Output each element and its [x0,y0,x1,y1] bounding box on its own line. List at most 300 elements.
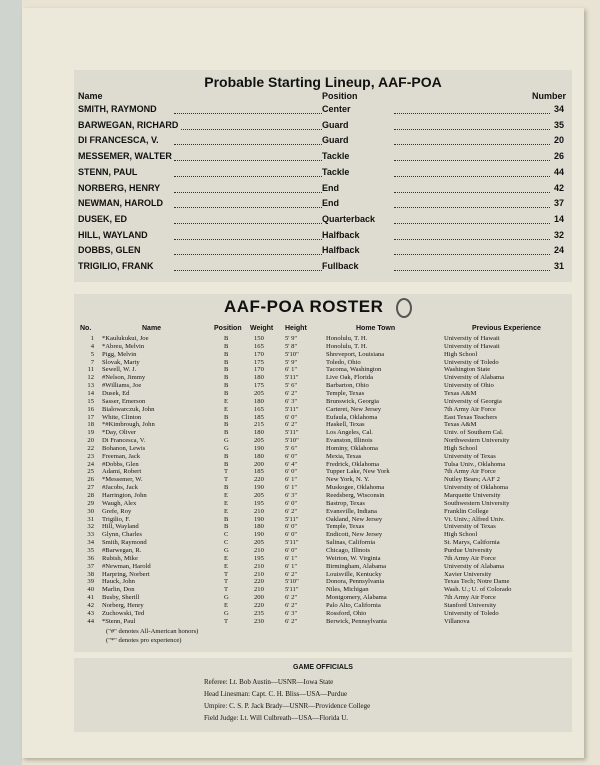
roster-number: 16 [87,405,94,413]
roster-position: T [224,468,229,476]
leader-dots [394,254,550,255]
roster-row [74,555,572,563]
roster-row [74,414,572,422]
lineup-player-position: Center [322,104,351,114]
roster-hometown: Evansville, Indiana [326,507,377,515]
roster-weight: 220 [254,476,264,484]
roster-number: 36 [87,554,94,562]
roster-height: 6' 0" [285,499,298,507]
lineup-player-position: End [322,198,339,209]
roster-experience: High School [444,444,478,452]
roster-row [74,586,572,594]
roster-header-experience: Previous Experience [472,325,541,332]
roster-row [74,437,572,445]
roster-number: 18 [87,421,94,429]
roster-name: Adami, Robert [102,468,142,476]
roster-position: E [224,405,229,413]
roster-number: 24 [87,460,94,468]
roster-row [74,547,572,555]
roster-name: Busby, Sherill [102,594,140,602]
leader-dots [174,144,322,145]
roster-position: T [224,570,229,578]
roster-height: 6' 0" [285,468,298,476]
roster-name: Harpring, Norbert [102,570,150,578]
leader-dots [394,239,550,240]
roster-experience: 7th Army Air Force [444,594,496,602]
roster-name: *Day, Oliver [102,429,136,437]
lineup-player-position: Guard [322,135,349,146]
roster-row [74,453,572,461]
roster-position: E [224,499,229,507]
roster-hometown: Donora, Pennsylvania [326,578,385,586]
roster-number: 25 [87,468,94,476]
leader-dots [174,254,322,255]
roster-hometown: Birmingham, Alabama [326,562,387,570]
roster-hometown: Honolulu, T. H. [326,342,368,350]
roster-row [74,563,572,571]
program-page [22,8,584,758]
roster-weight: 235 [254,609,264,617]
roster-row [74,366,572,374]
leader-dots [394,223,550,224]
roster-experience: Texas A&M [444,421,477,429]
leader-dots [174,270,322,271]
roster-number: 4 [90,342,94,350]
roster-name: Waugh, Alex [102,499,137,507]
roster-title: AAF-POA ROSTER [224,297,384,316]
roster-weight: 165 [254,405,264,413]
roster-row [74,390,572,398]
lineup-row [74,198,572,213]
roster-position: T [224,617,229,625]
roster-experience: University of Alabama [444,562,505,570]
lineup-player-name: NEWMAN, HAROLD [78,198,163,209]
roster-header-weight: Weight [250,325,274,332]
roster-hometown: Montgomery, Alabama [326,594,387,602]
roster-experience: High School [444,531,478,539]
roster-hometown: Barbarton, Ohio [326,382,369,390]
roster-weight: 195 [254,499,264,507]
roster-position: T [224,476,229,484]
roster-weight: 205 [254,437,264,445]
roster-number: 42 [87,601,94,609]
roster-hometown: Haskell, Texas [326,421,365,429]
lineup-header-number: Number [531,91,566,101]
roster-weight: 165 [254,342,264,350]
roster-position: B [224,389,229,397]
roster-hometown: Toledo, Ohio [326,358,361,366]
roster-experience: Franklin College [444,507,489,515]
roster-height: 6' 1" [285,484,298,492]
roster-height: 6' 1" [285,554,298,562]
roster-experience: St. Marys, California [444,539,500,547]
roster-position: B [224,413,229,421]
roster-number: 12 [87,374,94,382]
roster-experience: University of Georgia [444,397,502,405]
roster-height: 5' 8" [285,342,298,350]
game-officials-section [74,658,572,732]
roster-row [74,618,572,626]
roster-experience: 7th Army Air Force [444,468,496,476]
roster-experience: Stanford University [444,601,497,609]
roster-row [74,445,572,453]
lineup-player-position: End [322,182,339,193]
leader-dots [394,160,550,161]
roster-position: B [224,374,229,382]
roster-height: 5'10" [285,437,299,445]
roster-experience: Southwestern University [444,499,510,507]
roster-experience: Washington State [444,366,491,374]
roster-name: Harrington, John [102,492,147,499]
roster-experience: East Texas Teachers [444,413,498,421]
roster-row [74,594,572,602]
roster-experience: Wash. U.; U. of Colorado [444,586,512,594]
roster-height: 5'10" [285,578,299,586]
roster-header-name: Name [142,325,162,332]
official-head-linesman: Head Linesman: Capt. C. H. Bliss—USA—Purdue [204,690,348,698]
roster-row [74,508,572,516]
roster-name: Zuchowski, Ted [102,609,145,617]
roster-weight: 200 [254,594,264,602]
lineup-player-number: 35 [553,119,564,130]
roster-weight: 190 [254,531,264,539]
roster-hometown: Eufaula, Oklahoma [326,413,378,421]
roster-position: B [224,421,229,429]
roster-position: E [224,397,229,405]
roster-experience: Tulsa Univ., Oklahoma [444,460,506,468]
leader-dots [174,176,322,177]
roster-number: 34 [87,539,94,547]
roster-name: Hauck, John [102,578,135,586]
roster-weight: 205 [254,389,264,397]
roster-note-all-american: ("#" denotes All-American honors) [106,628,199,635]
roster-name: *Messemer, W. [102,476,143,484]
roster-weight: 185 [254,413,264,421]
roster-position: G [224,594,229,602]
roster-weight: 190 [254,444,264,452]
roster-experience: 7th Army Air Force [444,554,496,562]
official-referee: Referee: Lt. Bob Austin—USNR—Iowa State [204,678,334,686]
roster-number: 20 [87,437,94,445]
roster-experience: 7th Army Air Force [444,405,496,413]
roster-hometown: Rossford, Ohio [326,609,367,617]
leader-dots [174,192,322,193]
roster-height: 6' 2" [285,570,298,578]
roster-position: E [224,492,229,499]
roster-hometown: Temple, Texas [326,389,365,397]
roster-row [74,571,572,579]
roster-hometown: Honolulu, T. H. [326,335,368,342]
roster-name: Bialowarczuk, John [102,405,155,413]
lineup-row [74,135,572,150]
roster-experience: Vt. Univ.; Alfred Univ. [444,515,505,523]
lineup-player-name: STENN, PAUL [78,166,138,177]
roster-name: Bohanon, Lewis [102,444,146,452]
roster-height: 6' 2" [285,389,298,397]
roster-experience: University of Toledo [444,609,499,617]
roster-hometown: Niles, Michigan [326,586,369,594]
roster-number: 28 [87,492,94,499]
roster-hometown: Weirton, W. Virginia [326,554,381,562]
roster-experience: Marquette University [444,492,501,499]
lineup-row [74,167,572,182]
lineup-player-number: 42 [553,182,564,193]
roster-name: Sewell, W. J. [102,366,137,374]
roster-name: *Stenn, Paul [102,617,136,625]
leader-dots [394,207,550,208]
roster-hometown: Evanston, Illinois [326,437,373,445]
roster-hometown: Chicago, Illinois [326,546,370,554]
roster-position: B [224,484,229,492]
roster-position: B [224,523,229,531]
roster-number: 37 [87,562,94,570]
roster-experience: Villanova [444,617,470,625]
roster-weight: 180 [254,374,264,382]
roster-hometown: Muskogee, Oklahoma [326,484,385,492]
roster-weight: 210 [254,562,264,570]
roster-name: White, Clinton [102,413,142,421]
leader-dots [174,239,322,240]
roster-note-pro: ("*" denotes pro experience) [106,637,182,644]
roster-number: 31 [87,515,94,523]
roster-height: 6' 2" [285,507,298,515]
roster-height: 6' 3" [285,609,298,617]
roster-weight: 200 [254,460,264,468]
roster-row [74,531,572,539]
roster-name: Rubish, Mike [102,554,138,562]
roster-hometown: Palo Alto, California [326,601,381,609]
roster-number: 30 [87,507,94,515]
lineup-player-position: Halfback [322,229,360,240]
lineup-player-name: SMITH, RAYMOND [78,104,157,114]
roster-row [74,492,572,500]
lineup-row [74,120,572,135]
roster-number: 35 [87,546,94,554]
roster-hometown: Carteret, New Jersey [326,405,382,413]
roster-name: *Abreu, Melvin [102,342,145,350]
roster-weight: 170 [254,366,264,374]
lineup-player-position: Fullback [322,261,359,271]
roster-weight: 210 [254,546,264,554]
roster-weight: 175 [254,382,264,390]
roster-name: #Dobbs, Glen [102,460,139,468]
roster-height: 5' 6" [285,444,298,452]
roster-experience: Purdue University [444,546,493,554]
lineup-header-name: Name [78,91,103,101]
roster-header-height: Height [285,325,307,332]
lineup-player-name: DI FRANCESCA, V. [78,135,159,146]
lineup-player-number: 34 [553,104,564,114]
roster-number: 41 [87,594,94,602]
lineup-player-position: Tackle [322,166,350,177]
roster-height: 6' 0" [285,523,298,531]
roster-row [74,335,572,343]
roster-row [74,406,572,414]
roster-experience: Xavier University [444,570,492,578]
roster-name: #Jacobs, Jack [102,484,138,492]
roster-name: Marlin, Don [102,586,135,594]
roster-height: 6' 0" [285,413,298,421]
leader-dots [174,129,322,130]
roster-experience: University of Ohio [444,382,494,390]
roster-height: 6' 1" [285,366,298,374]
roster-hometown: Live Oak, Florida [326,374,374,382]
roster-height: 6' 0" [285,531,298,539]
roster-row [74,461,572,469]
roster-position: E [224,601,229,609]
lineup-player-position: Guard [322,119,349,130]
roster-hometown: Tacoma, Washington [326,366,382,374]
roster-experience: High School [444,350,478,358]
roster-position: B [224,358,229,366]
roster-height: 5'10" [285,350,299,358]
roster-name: Glynn, Charles [102,531,142,539]
roster-experience: University of Oklahoma [444,484,509,492]
roster-section [74,294,572,652]
roster-row [74,359,572,367]
roster-number: 44 [87,617,94,625]
lineup-row [74,245,572,260]
roster-experience: University of Alabama [444,374,505,382]
roster-name: Dusek, Ed [102,389,130,397]
roster-hometown: Louisville, Kentucky [326,570,382,578]
roster-row [74,578,572,586]
lineup-row [74,230,572,245]
roster-row [74,351,572,359]
roster-weight: 210 [254,570,264,578]
roster-number: 22 [87,444,94,452]
roster-row [74,398,572,406]
lineup-row [74,104,572,119]
lineup-player-number: 24 [553,245,564,256]
roster-position: C [224,539,229,547]
leader-dots [174,160,322,161]
roster-name: Grefe, Roy [102,507,132,515]
roster-position: B [224,515,229,523]
roster-hometown: Brunswick, Georgia [326,397,379,405]
roster-hometown: Mexia, Texas [326,452,362,460]
roster-name: Hill, Wayland [102,523,139,531]
leader-dots [394,176,550,177]
roster-header-hometown: Home Town [356,325,396,332]
roster-position: T [224,586,229,594]
roster-position: E [224,562,229,570]
roster-number: 14 [87,389,94,397]
roster-weight: 180 [254,452,264,460]
roster-name: #Barwegan, R. [102,546,142,554]
roster-height: 6' 2" [285,601,298,609]
roster-name: *#Kimbrough, John [102,421,155,429]
lineup-title: Probable Starting Lineup, AAF-POA [204,74,442,90]
binding-edge [0,0,22,765]
roster-row [74,602,572,610]
roster-height: 5'11" [285,586,299,594]
roster-number: 27 [87,484,94,492]
lineup-player-name: TRIGILIO, FRANK [78,261,154,271]
roster-row [74,476,572,484]
roster-number: 5 [90,350,94,358]
roster-name: Norberg, Henry [102,601,144,609]
lineup-player-number: 37 [553,198,564,209]
roster-row [74,610,572,618]
roster-hometown: Temple, Texas [326,523,365,531]
circle-mark-icon [396,298,412,318]
roster-position: E [224,554,229,562]
roster-hometown: Endicott, New Jersey [326,531,383,539]
roster-weight: 185 [254,468,264,476]
roster-weight: 220 [254,601,264,609]
roster-weight: 170 [254,350,264,358]
roster-position: B [224,335,229,342]
roster-weight: 205 [254,539,264,547]
roster-name: *Kaulukukui, Joe [102,335,149,342]
roster-position: B [224,460,229,468]
lineup-row [74,214,572,229]
roster-height: 6' 2" [285,594,298,602]
roster-weight: 210 [254,507,264,515]
roster-experience: Texas Tech; Notre Dame [444,578,510,586]
lineup-player-name: NORBERG, HENRY [78,182,161,193]
roster-position: B [224,429,229,437]
roster-height: 6' 0" [285,452,298,460]
lineup-player-number: 32 [553,229,564,240]
roster-position: B [224,342,229,350]
roster-row [74,374,572,382]
roster-number: 29 [87,499,94,507]
roster-position: C [224,531,229,539]
roster-name: Smith, Raymond [102,539,147,547]
roster-weight: 180 [254,523,264,531]
leader-dots [174,223,322,224]
leader-dots [394,270,550,271]
roster-number: 26 [87,476,94,484]
roster-experience: University of Hawaii [444,335,500,342]
roster-name: Trigilio, F. [102,515,130,523]
roster-experience: Northwestern University [444,437,510,445]
roster-experience: University of Texas [444,523,496,531]
roster-row [74,343,572,351]
roster-weight: 175 [254,358,264,366]
roster-hometown: Hominy, Oklahoma [326,444,378,452]
roster-weight: 195 [254,554,264,562]
roster-height: 6' 2" [285,617,298,625]
leader-dots [394,192,550,193]
lineup-player-position: Quarterback [322,213,376,224]
roster-row [74,382,572,390]
roster-weight: 190 [254,515,264,523]
lineup-row [74,261,572,276]
lineup-header-position: Position [322,91,358,101]
roster-experience: Texas A&M [444,389,477,397]
roster-number: 17 [87,413,94,421]
starting-lineup-section [74,70,572,282]
roster-hometown: Oakland, New Jersey [326,515,383,523]
roster-weight: 220 [254,578,264,586]
roster-weight: 230 [254,617,264,625]
roster-height: 5'11" [285,405,299,413]
roster-name: Di Francesca, V. [102,437,146,445]
lineup-player-number: 14 [553,213,564,224]
roster-height: 6' 2" [285,421,298,429]
roster-number: 43 [87,609,94,617]
roster-position: G [224,546,229,554]
roster-height: 6' 1" [285,562,298,570]
roster-height: 6' 3" [285,397,298,405]
roster-height: 5' 6" [285,382,298,390]
roster-position: B [224,366,229,374]
roster-hometown: Berwick, Pennsylvania [326,617,387,625]
leader-dots [174,207,322,208]
